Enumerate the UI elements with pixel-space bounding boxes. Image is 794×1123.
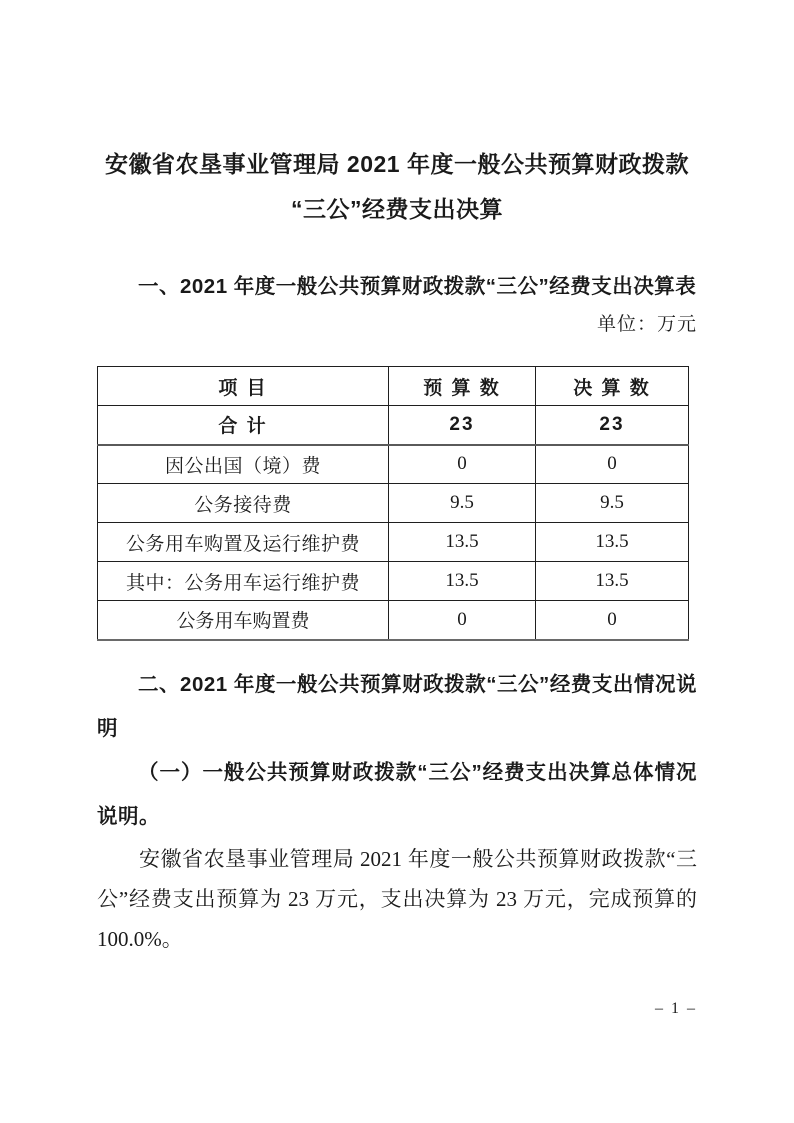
row-item-label: 公务接待费 — [98, 484, 389, 523]
document-title-line2: “三公”经费支出决算 — [291, 196, 503, 222]
summary-paragraph: 安徽省农垦事业管理局 2021 年度一般公共预算财政拨款“三公”经费支出预算为 23 万元，支出决算为 23 万元，完成预算的 100.0%。 — [97, 846, 697, 951]
column-header-item: 项 目 — [98, 367, 389, 406]
row-final-value: 9.5 — [536, 484, 689, 523]
row-budget-value: 23 — [389, 406, 536, 445]
row-final-value: 0 — [536, 445, 689, 484]
row-budget-value: 9.5 — [389, 484, 536, 523]
row-item-label: 其中：公务用车运行维护费 — [98, 562, 389, 601]
section2-heading: 二、2021 年度一般公共预算财政拨款“三公”经费支出情况说明 — [97, 672, 697, 740]
page-number: – 1 – — [655, 1000, 697, 1017]
document-title-line1: 安徽省农垦事业管理局 2021 年度一般公共预算财政拨款 — [105, 151, 689, 177]
unit-label: 单位：万元 — [596, 314, 697, 335]
row-item-label: 公务用车购置费 — [98, 601, 389, 640]
row-final-value: 13.5 — [536, 523, 689, 562]
row-final-value: 0 — [536, 601, 689, 640]
row-final-value: 13.5 — [536, 562, 689, 601]
row-budget-value: 13.5 — [389, 523, 536, 562]
row-budget-value: 13.5 — [389, 562, 536, 601]
table-row-total — [98, 406, 689, 445]
section2-subheading: （一）一般公共预算财政拨款“三公”经费支出决算总体情况说明。 — [97, 760, 697, 828]
column-header-budget: 预 算 数 — [389, 367, 536, 406]
row-budget-value: 0 — [389, 601, 536, 640]
expenditure-table — [97, 366, 689, 641]
row-item-label: 因公出国（境）费 — [98, 445, 389, 484]
table-row-reception — [98, 484, 689, 523]
table-row-abroad — [98, 445, 689, 484]
table-header-row — [98, 367, 689, 406]
document-title — [97, 142, 697, 232]
section1-heading: 一、2021 年度一般公共预算财政拨款“三公”经费支出决算表 — [138, 275, 697, 298]
row-final-value: 23 — [536, 406, 689, 445]
row-item-label: 公务用车购置及运行维护费 — [98, 523, 389, 562]
row-budget-value: 0 — [389, 445, 536, 484]
row-item-label: 合 计 — [98, 406, 389, 445]
table-row-vehicle-purchase — [98, 601, 689, 640]
table-row-vehicle-total — [98, 523, 689, 562]
table-row-vehicle-operation — [98, 562, 689, 601]
column-header-final: 决 算 数 — [536, 367, 689, 406]
